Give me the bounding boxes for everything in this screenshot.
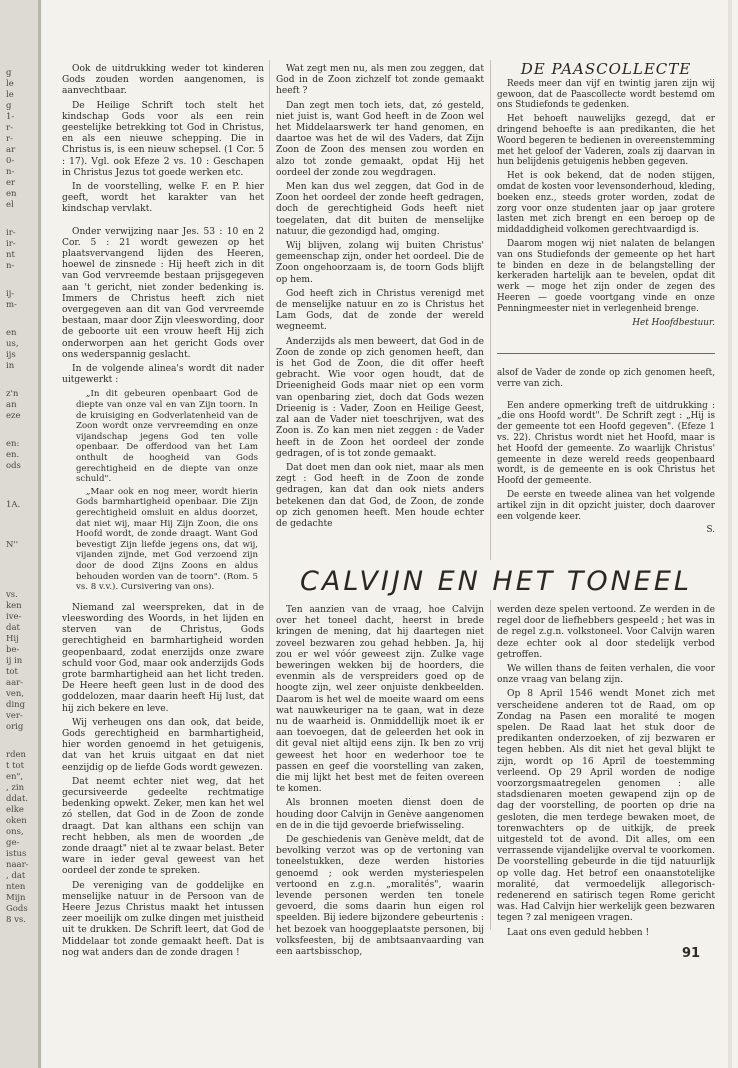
gutter-fragment: 0-: [6, 156, 15, 166]
article-column-middle: [276, 64, 484, 564]
gutter-fragment: m-: [6, 300, 17, 310]
column-rule: [490, 600, 491, 930]
gutter-fragment: eze: [6, 411, 21, 421]
magazine-page: [42, 0, 738, 1068]
gutter-fragment: n-: [6, 167, 15, 177]
paragraph: Wij blijven, zolang wij buiten Christus' gemeenschap zijn, onder het oordeel. Die de Zoon ongehoorzaam is, de toorn Gods blijft op hem.: [276, 241, 484, 285]
paragraph: werden deze spelen vertoond. Ze werden in de regel door de liefhebbers gespeeld ; het was in de regel z.g.n. volkstoneel. Voor Calvijn waren deze echter ook al door stedelijk verbod getroffen.: [497, 605, 715, 660]
gutter-fragment: ar: [6, 145, 16, 155]
gutter-fragment: 1-: [6, 112, 15, 122]
paragraph: Men kan dus wel zeggen, dat God in de Zoon het oordeel der zonde heeft gedragen, doch de gerechtigheid Gods heeft niet toegelaten, dat dit buiten de menselijke natuur, die gezondigd had, omging.: [276, 182, 484, 237]
column-rule: [490, 60, 491, 560]
gutter-fragment: , zin: [6, 783, 25, 793]
box-divider: [497, 353, 715, 354]
gutter-fragment: rden: [6, 750, 27, 760]
gutter-fragment: n-: [6, 261, 15, 271]
gutter-fragment: z'n: [6, 389, 19, 399]
paragraph: Het behoeft nauwelijks gezegd, dat er dringend behoefte is aan predikanten, die het Woord begeren te bedienen in overeenstemming met het geloof der Vaderen, zoals zij daarvan in hun belijdenis getuigenis hebben gegeven.: [497, 114, 715, 168]
gutter-fragment: ir-: [6, 239, 16, 249]
paragraph: We willen thans de feiten verhalen, die voor onze vraag van belang zijn.: [497, 664, 715, 686]
paragraph: Als bronnen moeten dienst doen de houding door Calvijn in Genève aangenomen en de in die tijd gevoerde briefwisseling.: [276, 798, 484, 831]
gutter-fragment: aar-: [6, 678, 24, 688]
gutter-fragment: ij-: [6, 289, 15, 299]
paragraph: Reeds meer dan vijf en twintig jaren zijn wij gewoon, dat de Paascollecte wordt bestemd om ons Studiefonds te gedenken.: [497, 78, 715, 111]
gutter-fragment: vs.: [6, 590, 18, 600]
paragraph: alsof de Vader de zonde op zich genomen heeft, verre van zich.: [497, 368, 715, 389]
paragraph: De geschiedenis van Genève meldt, dat de bevolking verzot was op de vertoning van toneelstukken, deze werden histories genoemd ; ook werden mysteriespelen vertoond en z.g.n. „moralités", waarin levende personen werden ten tonele gevoerd, die soms daarin hun eigen rol speelden. Bij iedere bijzondere gebeurtenis : het bezoek van hooggeplaatste personen, bij volksfeesten, bij de ambtsaanvaarding van een aartsbisschop,: [276, 835, 484, 958]
paragraph: Laat ons even geduld hebben !: [507, 927, 650, 938]
gutter-fragment: ons,: [6, 827, 24, 837]
gutter-fragment: en: [6, 328, 17, 338]
paascollecte-title: DE PAASCOLLECTE: [520, 60, 692, 78]
paragraph: God heeft zich in Christus verenigd met de menselijke natuur en zo is Christus het Lam Gods, dat de zonde der wereld wegneemt.: [276, 288, 484, 333]
gutter-fragment: r-: [6, 134, 13, 144]
toneel-column-left: [276, 605, 484, 958]
gutter-fragment: istus: [6, 849, 27, 859]
paragraph: In de volgende alinea's wordt dit nader uitgewerkt :: [62, 364, 264, 386]
gutter-fragment: N'': [6, 540, 19, 550]
gutter-fragment: nten: [6, 882, 26, 892]
paascollecte-body: [497, 79, 715, 315]
paragraph: De Heilige Schrift toch stelt het kindschap Gods voor als een rein geestelijke betrekking tot God in Christus, en als een nieuwe schepping. Die in Christus is, is een nieuw schepsel. (1 Cor. 5 : 17). Vgl. ook Efeze 2 vs. 10 : Geschapen in Christus Jezus tot goede werken etc.: [62, 100, 264, 178]
gutter-fragment: le: [6, 79, 14, 89]
article-column-left: [62, 64, 264, 958]
gutter-fragment: ver-: [6, 711, 23, 721]
block-quote: „In dit gebeuren openbaart God de diepte van onze val en van Zijn toorn. In de kruisiging en Godverlatenheid van de Zoon wordt onze vervreemding en onze vijandschap jegens God ten volle openbaar. De offerdood van het Lam onthult de hoogheid van Gods gerechtigheid en de diepte van onze schuld".: [76, 389, 258, 485]
paragraph: Ook de uitdrukking weder tot kinderen Gods zouden worden aangenomen, is aanvechtbaar.: [62, 64, 264, 97]
article-column-right: [497, 60, 715, 564]
gutter-fragment: ive-: [6, 612, 22, 622]
paragraph: In de voorstelling, welke F. en P. hier geeft, wordt het karakter van het kindschap vervlakt.: [62, 182, 264, 215]
gutter-fragment: en: [6, 189, 17, 199]
gutter-fragment: elke: [6, 805, 24, 815]
gutter-fragment: ij in: [6, 656, 23, 666]
gutter-fragment: dat: [6, 623, 20, 633]
paragraph: Anderzijds als men beweert, dat God in de Zoon de zonde op zich genomen heeft, dan is het God de Zoon, die dit offer heeft gebracht. Wie voor ogen houdt, dat de Drieenigheid Gods maar niet op een vorm van openbaring ziet, doch dat Gods wezen Drieenig is : Vader, Zoon en Heilige Geest, zal aan de Vader niet toeschrijven, wat des Zoon is. Zo kan men niet zeggen : de Vader heeft in de Zoon het oordeel der zonde gedragen, of is tot zonde gemaakt.: [276, 336, 484, 459]
paragraph: Dan zegt men toch iets, dat, zó gesteld, niet juist is, want God heeft in de Zoon wel het Middelaarswerk ter hand genomen, en daartoe was het de wil des Vaders, dat Zijn Zoon de Zoon des mensen zou worden en alzo tot zonde gemaakt, opdat Hij het oordeel der zonde zou wegdragen.: [276, 100, 484, 178]
column-rule: [269, 60, 270, 930]
gutter-fragment: er: [6, 178, 16, 188]
gutter-fragment: Hij: [6, 634, 19, 644]
paragraph: Onder verwijzing naar Jes. 53 : 10 en 2 Cor. 5 : 21 wordt gewezen op het plaatsvervangend lijden des Heeren, hoewel de zinsnede : Hij heeft zich in dit van God vervreemde bestaan prijsgegeven aan 't gericht, niet zonder bedenking is. Immers de Christus heeft zich niet overgegeven aan dit van God vervreemde bestaan, maar door Zijn vleeswording, door de geboorte uit een vrouw heeft Hij zich onderworpen aan het gericht Gods over ons wederspannig geslacht.: [62, 226, 264, 360]
gutter-fragment: tot: [6, 667, 18, 677]
paragraph: Niemand zal weerspreken, dat in de vleeswording des Woords, in het lijden en sterven van de Christus, Gods gerechtigheid en barmhartigheid worden geopenbaard, zodat enerzijds onze zware schuld voor God, maar ook anderzijds Gods grote barmhartigheid aan het licht treden. De Heere heeft geen lust in de dood des goddelozen, maar daarin heeft Hij lust, dat hij zich bekere en leve.: [62, 602, 264, 714]
gutter-fragment: ven,: [6, 689, 25, 699]
paragraph: Wat zegt men nu, als men zou zeggen, dat God in de Zoon zichzelf tot zonde gemaakt heeft ?: [276, 64, 484, 97]
paragraph: Op 8 April 1546 wendt Monet zich met verscheidene anderen tot de Raad, om op Zondag na Pasen een moralité te mogen spelen. De Raad laat het stuk door de predikanten onderzoeken, of zij bezwaren er tegen hebben. Als dit niet het geval blijkt te zijn, wordt op 16 April de toestemming verleend. Op 29 April worden de nodige voorzorgsmaatregelen genomen : alle stadsdienaren moeten gewapend zijn op de dag der voorstelling, de poorten op drie na gesloten, die men terdege bewaken moet, de torenwachters op de uitkijk, de preek uitgesteld tot de avond. Dit alles, om een verrassende vijandelijke overval te voorkomen. De voorstelling gebeurde in die tijd natuurlijk op volle dag. Het betrof een onaanstotelijke moralité, dat vermoedelijk allegorisch-redenerend en satirisch tegen Rome gericht was. Had Calvijn hier werkelijk geen bezwaren tegen ? zal menigeen vragen.: [497, 689, 715, 924]
gutter-fragment: g: [6, 101, 12, 111]
gutter-fragment: an: [6, 400, 17, 410]
gutter-fragment: in: [6, 361, 15, 371]
gutter-fragment: el: [6, 200, 14, 210]
gutter-fragment: Mijn: [6, 893, 26, 903]
page-edge: [728, 0, 732, 1068]
paragraph-gap: [497, 393, 715, 401]
gutter-fragment: ge-: [6, 838, 20, 848]
previous-page-edge: [0, 0, 40, 1068]
paascollecte-signature: Het Hoofdbestuur.: [632, 317, 715, 328]
gutter-fragment: us,: [6, 339, 19, 349]
article-headline: CALVIJN EN HET TONEEL: [300, 566, 692, 597]
gutter-fragment: ding: [6, 700, 26, 710]
gutter-fragment: oken: [6, 816, 27, 826]
gutter-fragment: t tot: [6, 761, 25, 771]
paragraph: Het is ook bekend, dat de noden stijgen, omdat de kosten voor levensonderhoud, kleding, boeken enz., steeds groter worden, zodat de zorg voor onze studenten jaar op jaar grotere lasten met zich brengt en een beroep op de middaddigheid volkomen gerechtvaardigd is.: [497, 171, 715, 236]
paragraph: Een andere opmerking treft de uitdrukking : „die ons Hoofd wordt". De Schrift zegt : „Hij is der gemeente tot een Hoofd gegeven". (Efeze 1 vs. 22). Christus wordt niet het Hoofd, maar is het Hoofd der gemeente. Zo waarlijk Christus' gemeente in deze wereld reeds geopenbaard wordt, is de gemeente en is ook Christus het Hoofd der gemeente.: [497, 400, 715, 487]
gutter-fragment: naar-: [6, 860, 29, 870]
paragraph-gap: [62, 219, 264, 227]
article-continuation: [497, 368, 715, 522]
gutter-fragment: orig: [6, 722, 24, 732]
gutter-fragment: en",: [6, 772, 24, 782]
paascollecte-box: [497, 60, 715, 347]
gutter-fragment: g: [6, 68, 12, 78]
paragraph: Dat doet men dan ook niet, maar als men zegt : God heeft in de Zoon de zonde gedragen, kan dat dan ook niets anders betekenen dan dat God, de Zoon, de zonde op zich genomen heeft. Men houde echter de gedachte: [276, 462, 484, 529]
gutter-fragment: , dat: [6, 871, 26, 881]
paragraph: Wij verheugen ons dan ook, dat beide, Gods gerechtigheid en barmhartigheid, hier worden genoemd in het getuigenis, dat van het kruis uitgaat en dat niet eenzijdig op de liefde Gods wordt gewezen.: [62, 717, 264, 773]
paragraph-gap: [62, 595, 264, 603]
gutter-fragment: ir-: [6, 228, 16, 238]
paragraph: Ten aanzien van de vraag, hoe Calvijn over het toneel dacht, heerst in brede kringen de mening, dat hij daartegen niet zoveel bezwaren zou gehad hebben. Ja, hij zou er wel vóór geweest zijn. Zulke vage beweringen wekken bij de hoorders, die evenmin als de verspreiders goed op de hoogte zijn, wel zeer onjuiste denkbeelden. Daarom is het wel de moeite waard om eens wat nauwkeuriger na te gaan, wat in deze nu de waarheid is. Onmiddellijk moet ik er aan toevoegen, dat de geleerden het ook in dit geval niet altijd eens zijn. Ik ben zo vrij geweest het hoor en wederhoor toe te passen en geef die voorstelling van zaken, die mij lijkt het best met de feiten overeen te komen.: [276, 605, 484, 795]
gutter-fragment: ddat.: [6, 794, 29, 804]
block-quote: „Maar ook en nog meer, wordt hierin Gods barmhartigheid openbaar. Die Zijn gerechtigheid omsluit en aldus doorzet, dat niet wij, maar Hij Zijn Zoon, die ons Hoofd wordt, de zonde draagt. Want God bevestigt Zijn liefde jegens ons, dat wij, vijanden zijnde, met God verzoend zijn door de dood Zijns Zoons en aldus behouden worden van de toorn". (Rom. 5 vs. 8 v.v.). Cursivering van ons).: [76, 486, 258, 593]
gutter-fragment: en:: [6, 439, 20, 449]
gutter-fragment: en.: [6, 450, 20, 460]
gutter-fragment: 1A.: [6, 500, 21, 510]
article-author: S.: [706, 525, 715, 536]
gutter-fragment: ods: [6, 461, 21, 471]
paragraph: De vereniging van de goddelijke en menselijke natuur in de Persoon van de Heere Jezus Christus maakt het intussen zeer moeilijk om zulke dingen met juistheid uit te drukken. De Schrift leert, dat God de Middelaar tot zonde gemaakt heeft. Dat is nog wat anders dan de zonde dragen !: [62, 880, 264, 958]
toneel-column-right: [497, 605, 715, 938]
paragraph: Dat neemt echter niet weg, dat het gecursiveerde gedeelte rechtmatige bedenking opwekt. Zeker, men kan het wel zó stellen, dat God in de Zoon de zonde draagt. Dat kan althans een schijn van recht hebben, als men de woorden „de zonde draagt" niet al te zwaar belast. Beter ware in ieder geval geweest van het oordeel der zonde te spreken.: [62, 776, 264, 877]
gutter-fragment: nt: [6, 250, 15, 260]
gutter-fragment: ijs: [6, 350, 16, 360]
gutter-fragment: 8 vs.: [6, 915, 26, 925]
paragraph: Daarom mogen wij niet nalaten de belangen van ons Studiefonds der gemeente op het hart te binden en deze in de belangstelling der kerkeraden hartelijk aan te bevelen, opdat dit werk — moge het zijn onder de zegen des Heeren — goede voortgang vinde en onze Penningmeester niet in verlegenheid brenge.: [497, 238, 715, 314]
binding-shadow: [38, 0, 41, 1068]
page-number: 91: [682, 946, 701, 961]
gutter-fragment: le: [6, 90, 14, 100]
gutter-fragment: be-: [6, 645, 20, 655]
gutter-fragment: Gods: [6, 904, 28, 914]
gutter-fragment: r-: [6, 123, 13, 133]
gutter-fragment: ken: [6, 601, 22, 611]
paragraph: De eerste en tweede alinea van het volgende artikel zijn in dit opzicht juister, doch daarover een volgende keer.: [497, 489, 715, 522]
